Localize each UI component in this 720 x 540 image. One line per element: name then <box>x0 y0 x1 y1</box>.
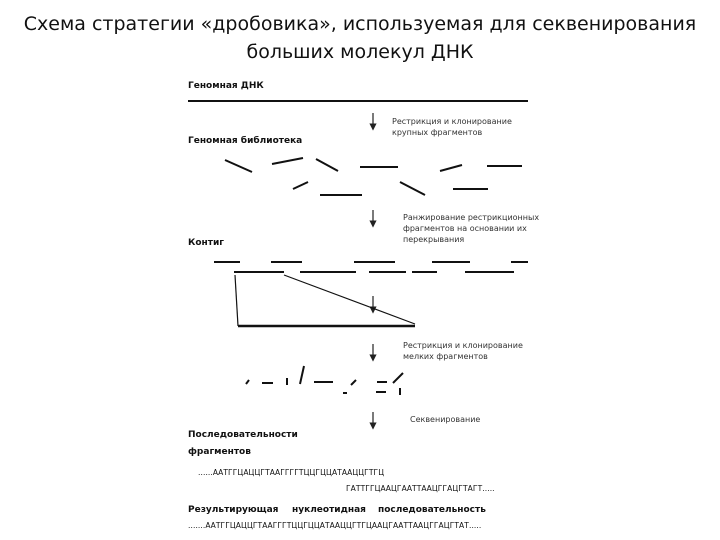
small-fragment <box>246 380 249 384</box>
small-fragment <box>300 366 304 384</box>
library-fragment <box>316 159 338 171</box>
library-fragment <box>272 158 303 164</box>
note-step-4-line-1: Секвенирование <box>410 415 481 424</box>
label-fragment-sequences-1: Последовательности <box>188 430 298 440</box>
small-fragment <box>351 380 356 385</box>
library-fragment <box>225 160 252 172</box>
library-fragments <box>225 158 522 195</box>
library-fragment <box>400 182 425 195</box>
contig-fragments <box>214 262 528 272</box>
label-result-1: Результирующая <box>188 505 279 515</box>
title-line-2: больших молекул ДНК <box>246 41 474 63</box>
note-step-1-line-1: Рестрикция и клонирование <box>392 117 512 126</box>
small-fragment <box>393 373 403 383</box>
library-fragment <box>440 165 462 171</box>
label-fragment-sequences-2: фрагментов <box>188 447 251 457</box>
note-step-1 <box>392 116 512 138</box>
note-step-1-line-2: крупных фрагментов <box>392 128 483 137</box>
note-step-2 <box>403 212 539 245</box>
note-step-2-line-3: перекрывания <box>403 235 465 244</box>
sequence-fragment-2: ГАТТГГЦААЦГААТТААЦГГАЦГТАГТ..... <box>346 484 495 493</box>
zoom-trapezoid <box>235 275 415 326</box>
small-fragments <box>246 366 403 395</box>
label-contig: Контиг <box>188 238 224 248</box>
label-result-2: нуклеотидная <box>292 505 366 515</box>
note-step-2-line-2: фрагментов на основании их <box>403 224 527 233</box>
sequence-fragment-1: ......ААТГГЦАЦЦГТААГГГГТЦЦГЦЦАТААЦЦГТГЦ <box>198 468 385 477</box>
sequence-result: .......ААТГГЦАЦЦГТААГГГТЦЦГЦЦАТААЦЦГТГЦААЦГААТТААЦГГАЦГТАТ..... <box>188 521 482 530</box>
zoom-edge-right <box>284 275 415 324</box>
note-step-3 <box>403 340 523 362</box>
label-result-3: последовательность <box>378 505 486 515</box>
library-fragment <box>293 182 308 189</box>
note-step-3-line-1: Рестрикция и клонирование <box>403 341 523 350</box>
note-step-4 <box>410 414 480 425</box>
note-step-3-line-2: мелких фрагментов <box>403 352 488 361</box>
label-genomic-dna: Геномная ДНК <box>188 81 264 91</box>
title-line-1: Схема стратегии «дробовика», используемая для секвенирования <box>23 13 697 35</box>
note-step-2-line-1: Ранжирование рестрикционных <box>403 213 540 222</box>
zoom-edge-left <box>235 275 238 326</box>
label-genomic-library: Геномная библиотека <box>188 136 303 146</box>
